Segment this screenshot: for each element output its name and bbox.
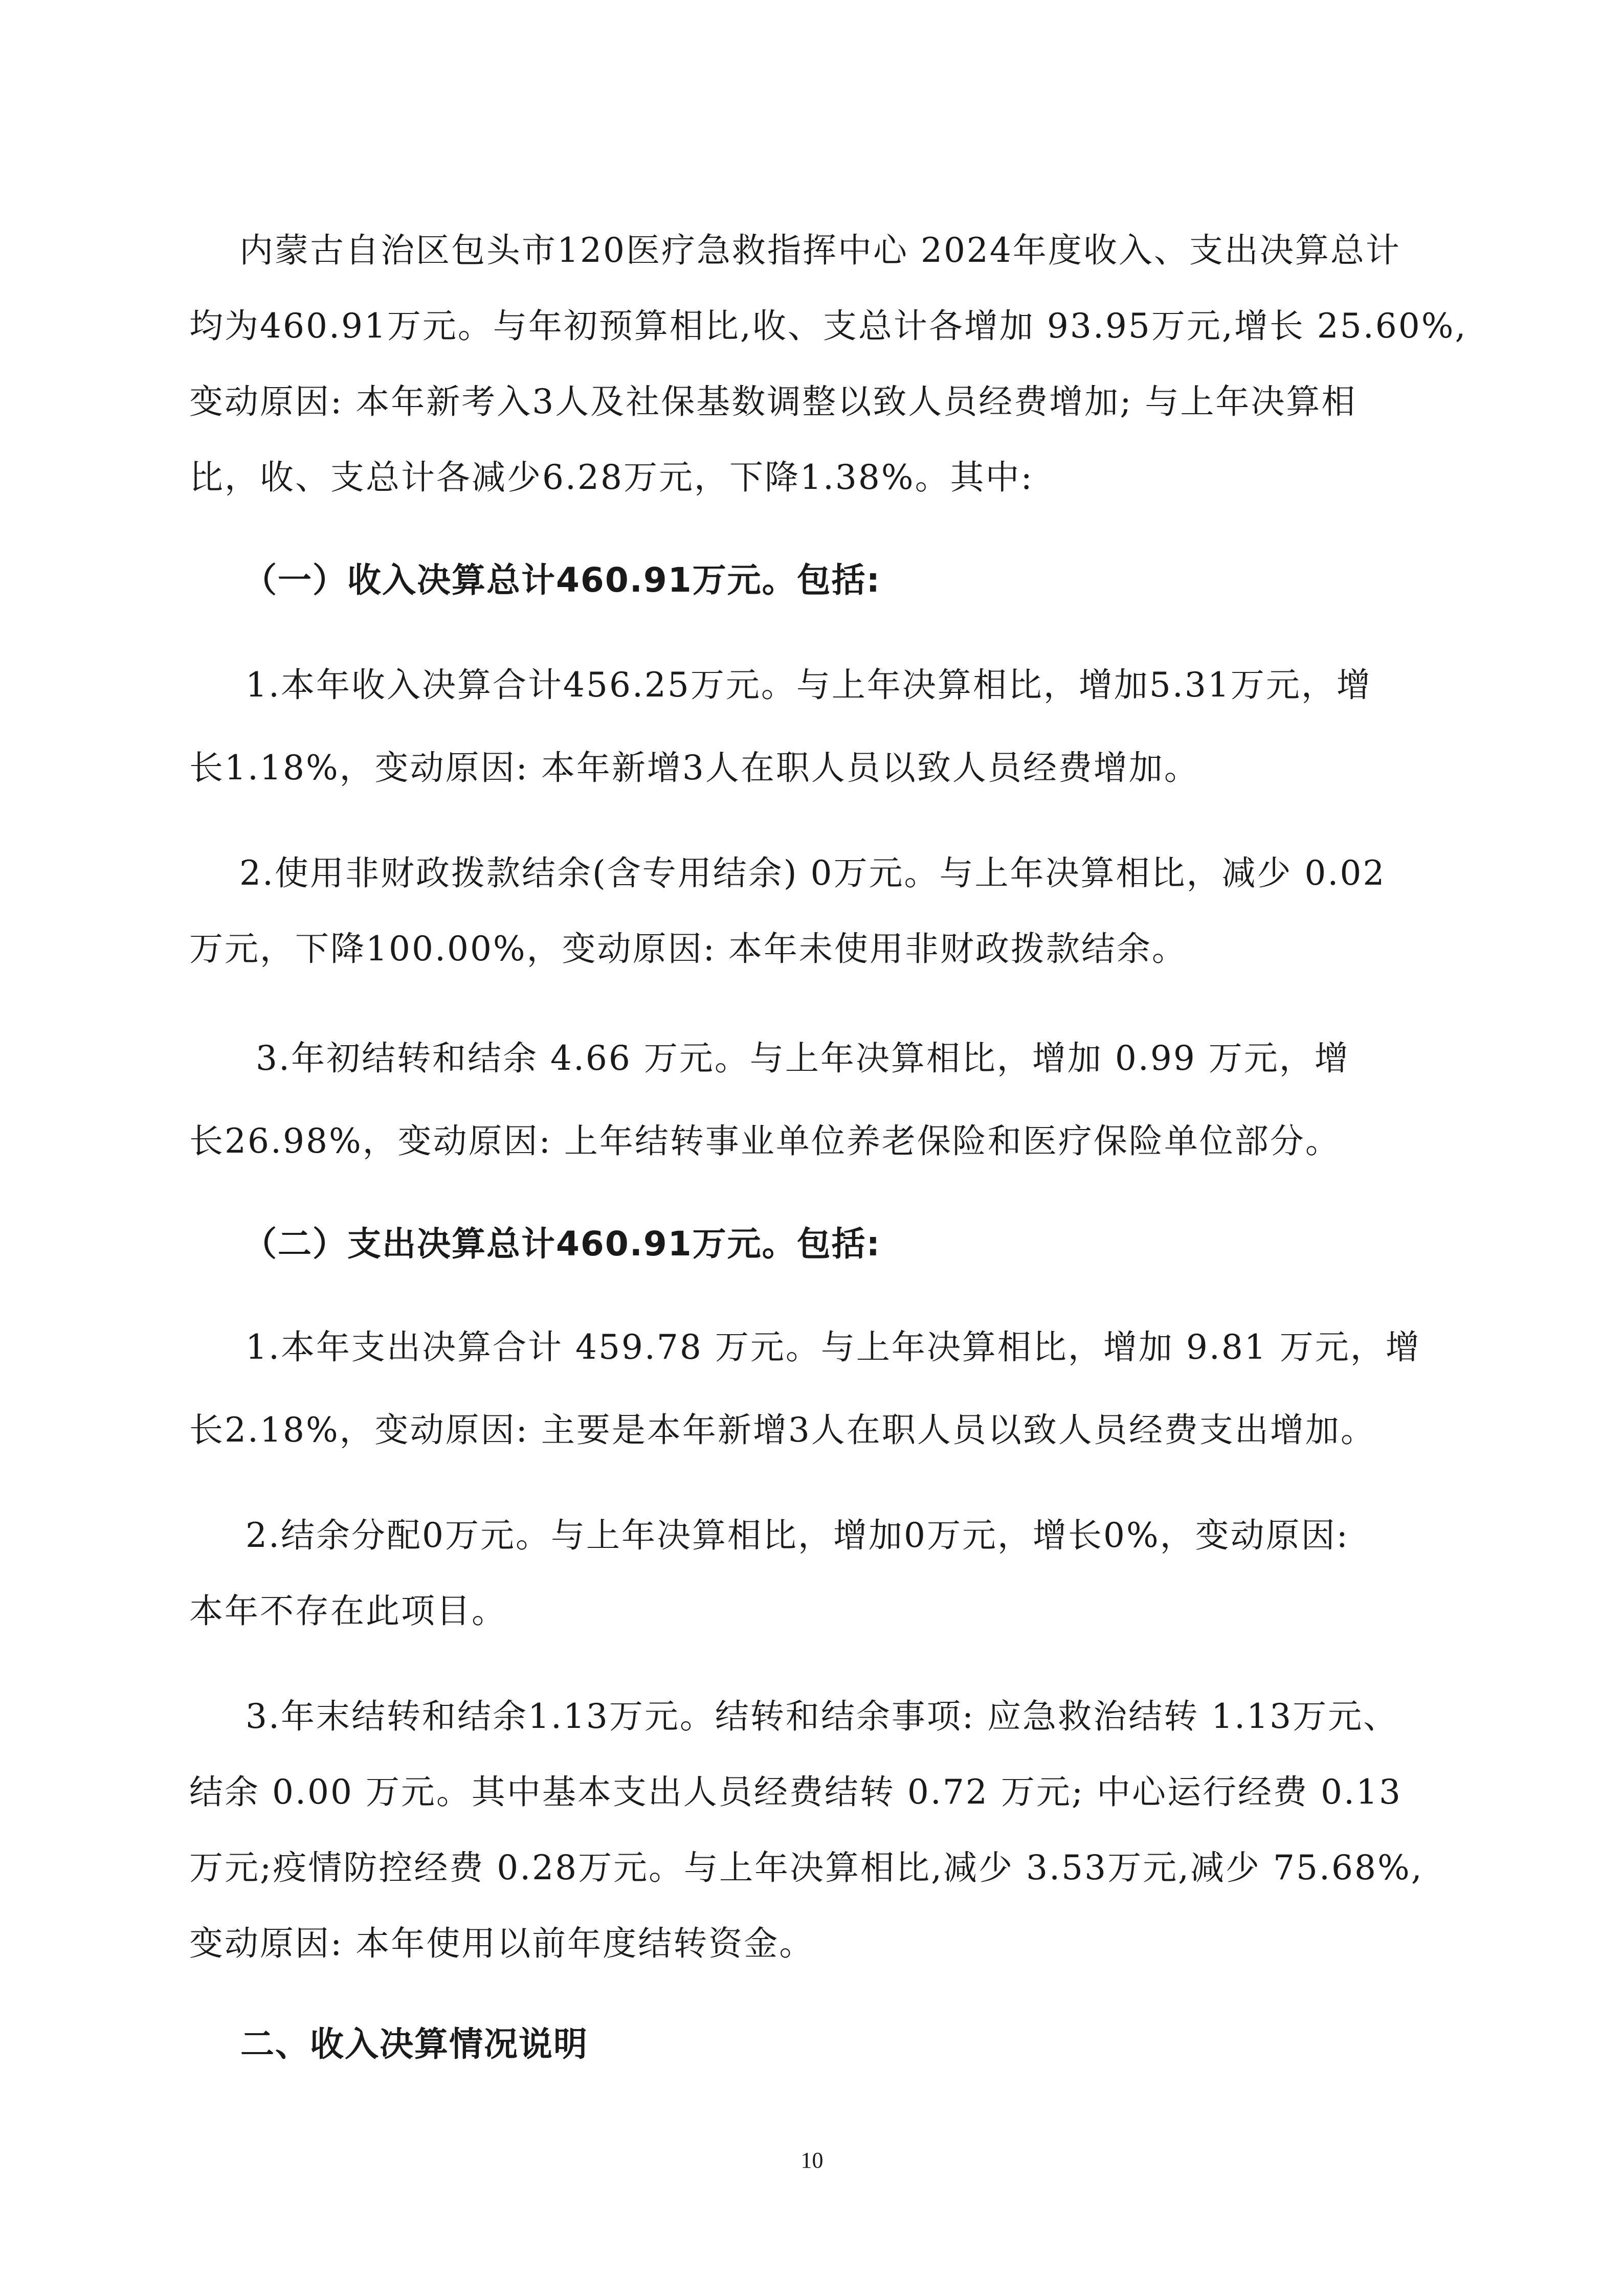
- income-item-1-line-1: 1.本年收入决算合计456.25万元。与上年决算相比，增加5.31万元，增: [246, 665, 1372, 705]
- expense-item-2-line-1: 2.结余分配0万元。与上年决算相比，增加0万元，增长0%，变动原因:: [246, 1516, 1349, 1555]
- income-item-3-line-2: 长26.98%，变动原因: 上年结转事业单位养老保险和医疗保险单位部分。: [189, 1121, 1341, 1161]
- summary-line-3: 变动原因: 本年新考入3人及社保基数调整以致人员经费增加; 与上年决算相: [189, 382, 1357, 421]
- income-item-2-line-1: 2.使用非财政拨款结余(含专用结余) 0万元。与上年决算相比，减少 0.02: [239, 853, 1386, 893]
- summary-line-2: 均为460.91万元。与年初预算相比,收、支总计各增加 93.95万元,增长 25.60%,: [189, 306, 1467, 346]
- expense-item-3-line-1: 3.年末结转和结余1.13万元。结转和结余事项: 应急救治结转 1.13万元、: [246, 1697, 1399, 1736]
- expense-item-2-line-2: 本年不存在此项目。: [189, 1591, 507, 1631]
- expense-heading: （二）支出决算总计460.91万元。包括:: [243, 1224, 881, 1264]
- expense-item-3-line-2: 结余 0.00 万元。其中基本支出人员经费结转 0.72 万元; 中心运行经费 0.13: [189, 1772, 1402, 1812]
- section-heading: 二、收入决算情况说明: [240, 2024, 588, 2064]
- expense-item-1-line-1: 1.本年支出决算合计 459.78 万元。与上年决算相比，增加 9.81 万元，增: [246, 1327, 1421, 1367]
- income-item-1-line-2: 长1.18%，变动原因: 本年新增3人在职人员以致人员经费增加。: [189, 748, 1199, 787]
- expense-item-1-line-2: 长2.18%，变动原因: 主要是本年新增3人在职人员以致人员经费支出增加。: [189, 1410, 1376, 1450]
- income-item-2-line-2: 万元，下降100.00%，变动原因: 本年未使用非财政拨款结余。: [189, 929, 1187, 969]
- summary-line-1: 内蒙古自治区包头市120医疗急救指挥中心 2024年度收入、支出决算总计: [239, 231, 1401, 270]
- income-item-3-line-1: 3.年初结转和结余 4.66 万元。与上年决算相比，增加 0.99 万元，增: [256, 1039, 1350, 1078]
- expense-item-3-line-4: 变动原因: 本年使用以前年度结转资金。: [189, 1924, 815, 1963]
- page-number: 10: [800, 2148, 824, 2173]
- expense-item-3-line-3: 万元;疫情防控经费 0.28万元。与上年决算相比,减少 3.53万元,减少 75.68%,: [189, 1848, 1423, 1887]
- summary-line-4: 比，收、支总计各减少6.28万元，下降1.38%。其中:: [189, 458, 1034, 497]
- income-heading: （一）收入决算总计460.91万元。包括:: [243, 560, 881, 600]
